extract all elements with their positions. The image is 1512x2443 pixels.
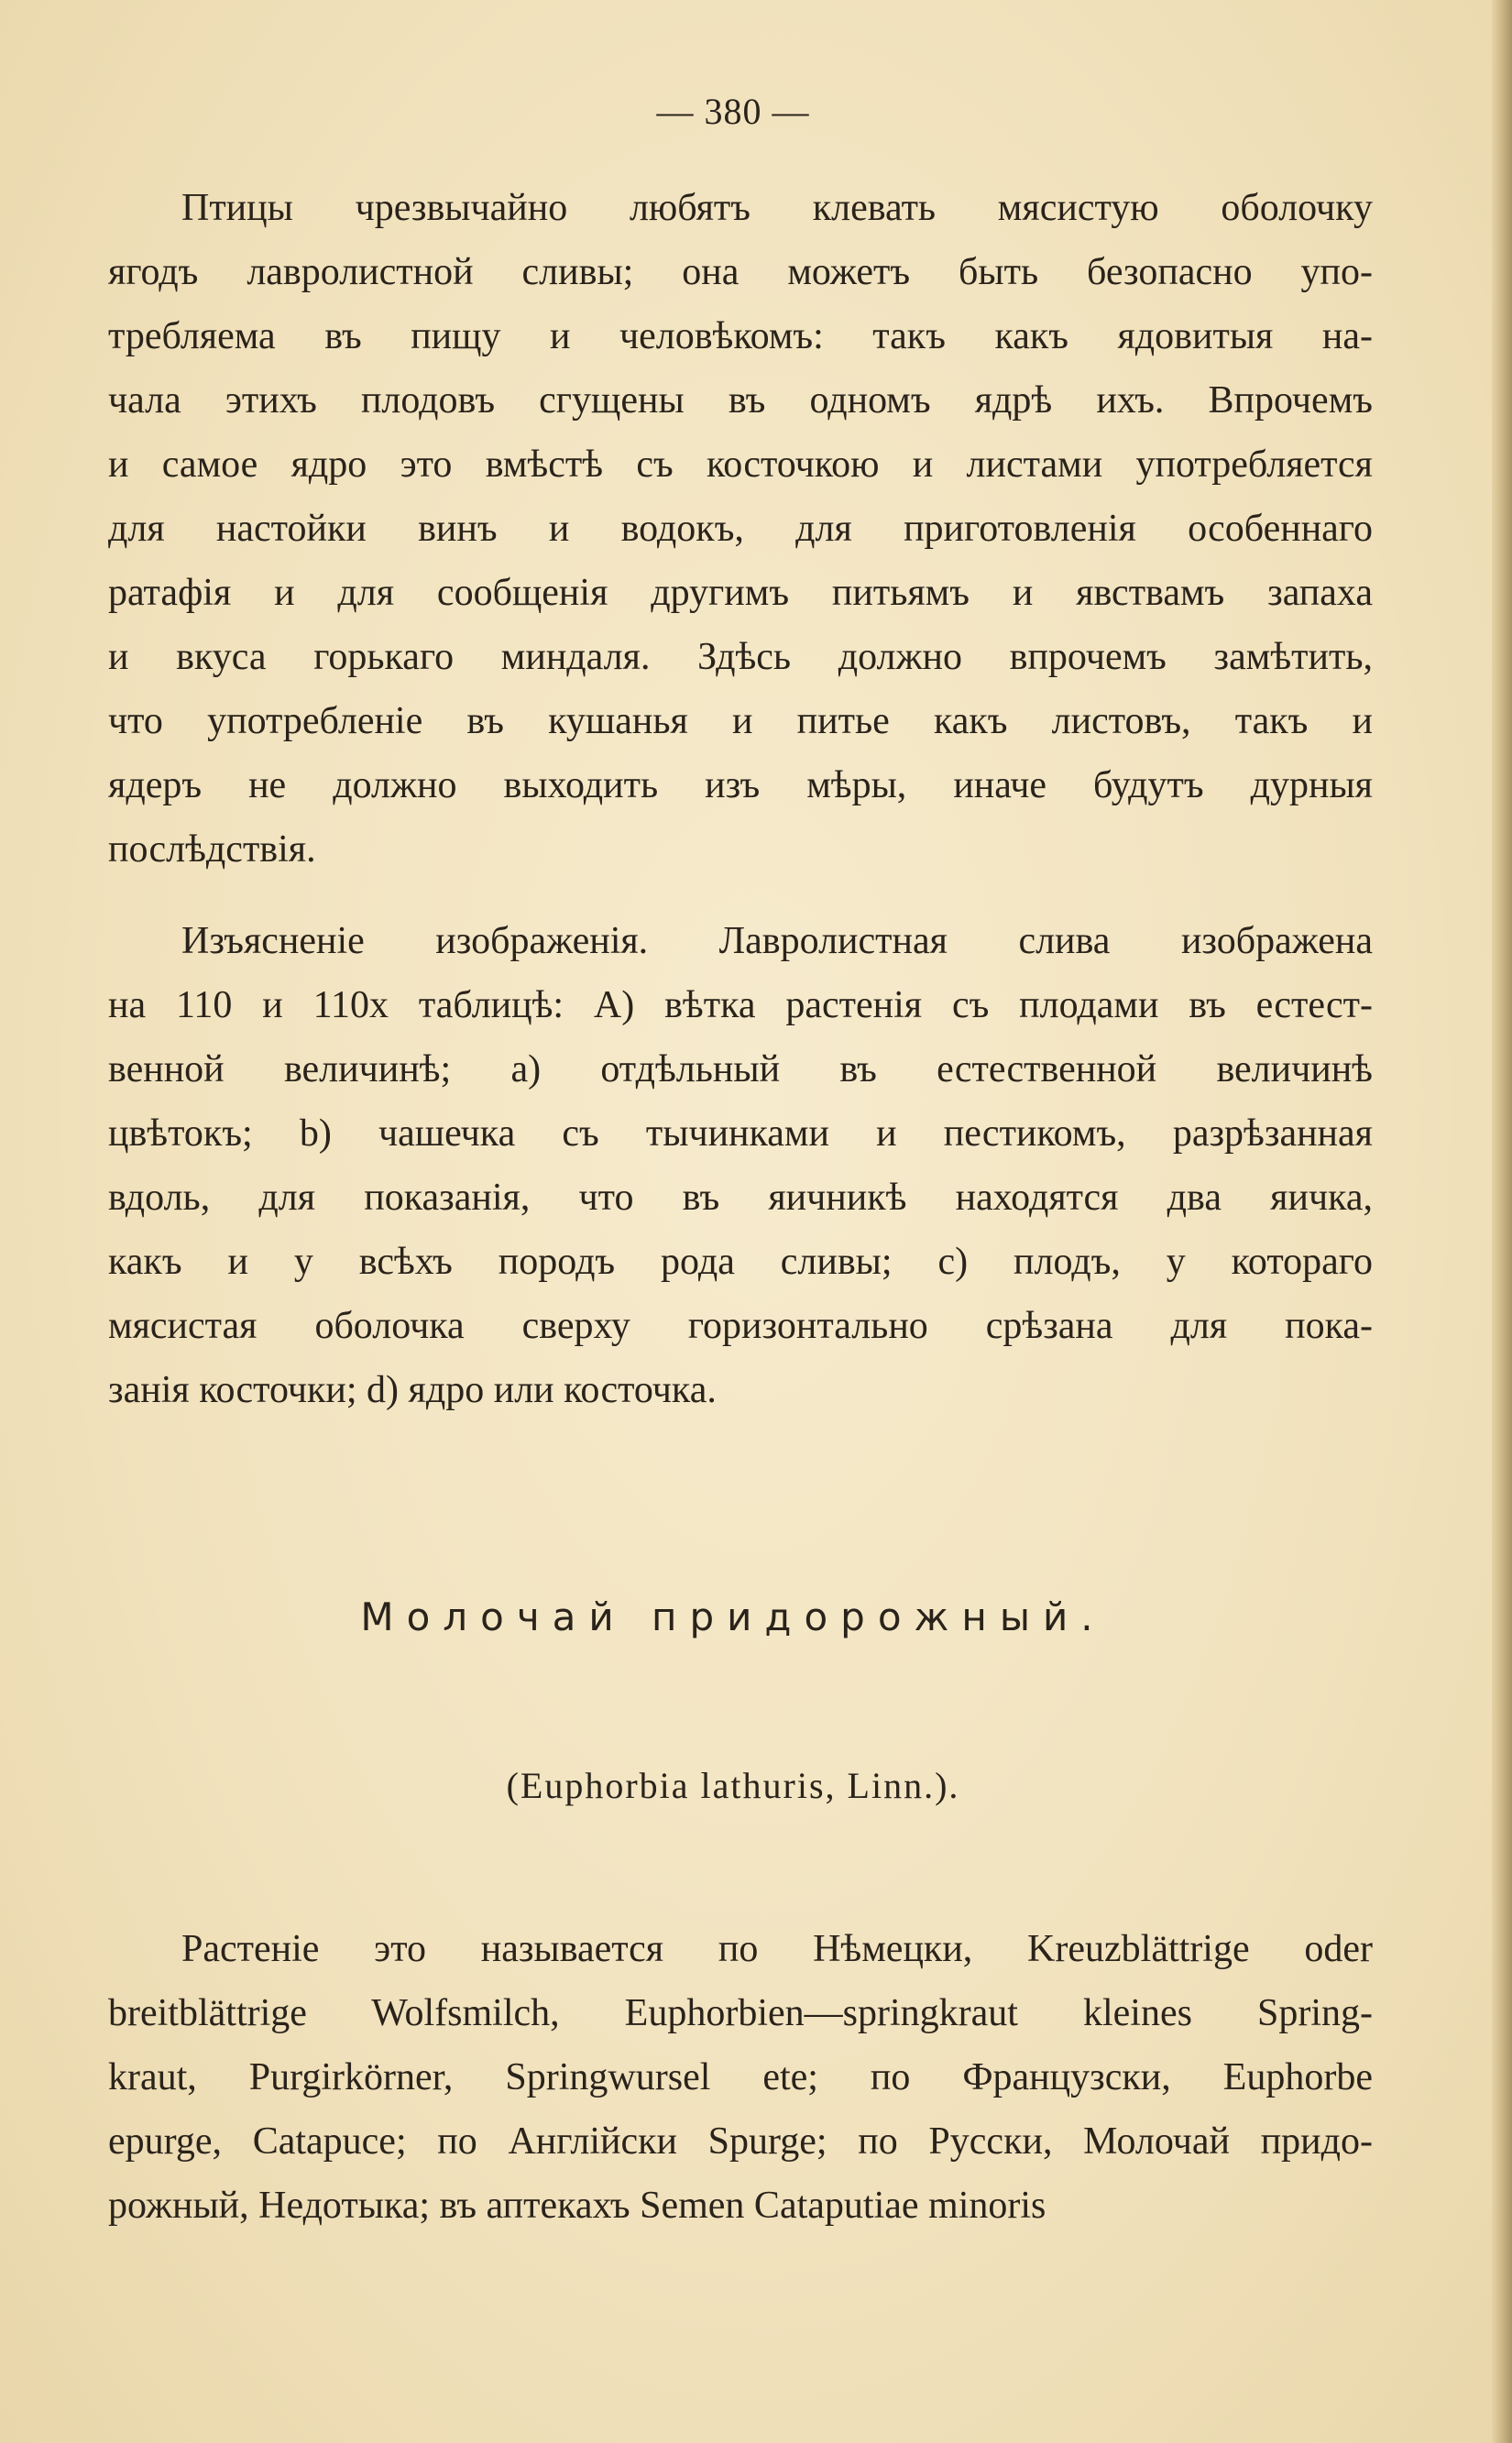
text-line: требляема въ пищу и человѣкомъ: такъ какъ ядовитыя на- bbox=[108, 315, 1373, 357]
text-line: и самое ядро это вмѣстѣ съ косточкою и листами употребляется bbox=[108, 444, 1373, 486]
text-line: kraut, Purgirkörner, Springwursel ete; по Французски, Euphorbe bbox=[108, 2056, 1373, 2098]
text-line: чала этихъ плодовъ сгущены въ одномъ ядрѣ ихъ. Впрочемъ bbox=[108, 379, 1373, 422]
text-line: Птицы чрезвычайно любятъ клевать мясистую оболочку bbox=[181, 187, 1373, 229]
paragraph-birds bbox=[108, 176, 1373, 882]
paragraph-figure-explanation bbox=[108, 909, 1373, 1422]
text-line: breitblättrige Wolfsmilch, Euphorbien—springkraut kleines Spring- bbox=[108, 1992, 1373, 2034]
section-heading: Молочай придорожный. bbox=[360, 1594, 1106, 1639]
text-line: для настойки винъ и водокъ, для приготовленія особеннаго bbox=[108, 508, 1373, 550]
text-line: Растеніе это называется по Нѣмецки, Kreuzblättrige oder bbox=[181, 1928, 1373, 1970]
text-line: ратафія и для сообщенія другимъ питьямъ и явствамъ запаха bbox=[108, 572, 1373, 614]
text-line: Изъясненіе изображенія. Лавролистная слива изображена bbox=[181, 920, 1373, 962]
paragraph-names bbox=[108, 1917, 1373, 2238]
text-line: занія косточки; d) ядро или косточка. bbox=[108, 1369, 717, 1411]
text-line: что употребленіе въ кушанья и питье какъ листовъ, такъ и bbox=[108, 700, 1373, 742]
text-line: epurge, Catapuce; по Англійски Spurge; по Русски, Молочай придо- bbox=[108, 2120, 1373, 2163]
text-line: цвѣтокъ; b) чашечка съ тычинками и пестикомъ, разрѣзанная bbox=[108, 1112, 1373, 1155]
text-line: ядеръ не должно выходить изъ мѣры, иначе будутъ дурныя bbox=[108, 764, 1373, 806]
page-number: — 380 — bbox=[656, 91, 810, 132]
text-line: ягодъ лавролистной сливы; она можетъ быть безопасно упо- bbox=[108, 251, 1373, 293]
latin-name: (Euphorbia lathuris, Linn.). bbox=[506, 1765, 960, 1806]
text-line: рожный, Недотыка; въ аптекахъ Semen Cataputiae minoris bbox=[108, 2185, 1046, 2227]
text-line: какъ и у всѣхъ породъ рода сливы; c) плодъ, у котораго bbox=[108, 1241, 1373, 1283]
text-line: и вкуса горькаго миндаля. Здѣсь должно впрочемъ замѣтить, bbox=[108, 636, 1373, 678]
text-line: мясистая оболочка сверху горизонтально срѣзана для пока- bbox=[108, 1305, 1373, 1347]
text-line: венной величинѣ; a) отдѣльный въ естественной величинѣ bbox=[108, 1048, 1373, 1090]
text-line: вдоль, для показанія, что въ яичникѣ находятся два яичка, bbox=[108, 1177, 1373, 1219]
page-edge bbox=[1492, 0, 1512, 2443]
text-line: послѣдствія. bbox=[108, 828, 316, 871]
text-line: на 110 и 110х таблицѣ: A) вѣтка растенія съ плодами въ естест- bbox=[108, 984, 1373, 1026]
